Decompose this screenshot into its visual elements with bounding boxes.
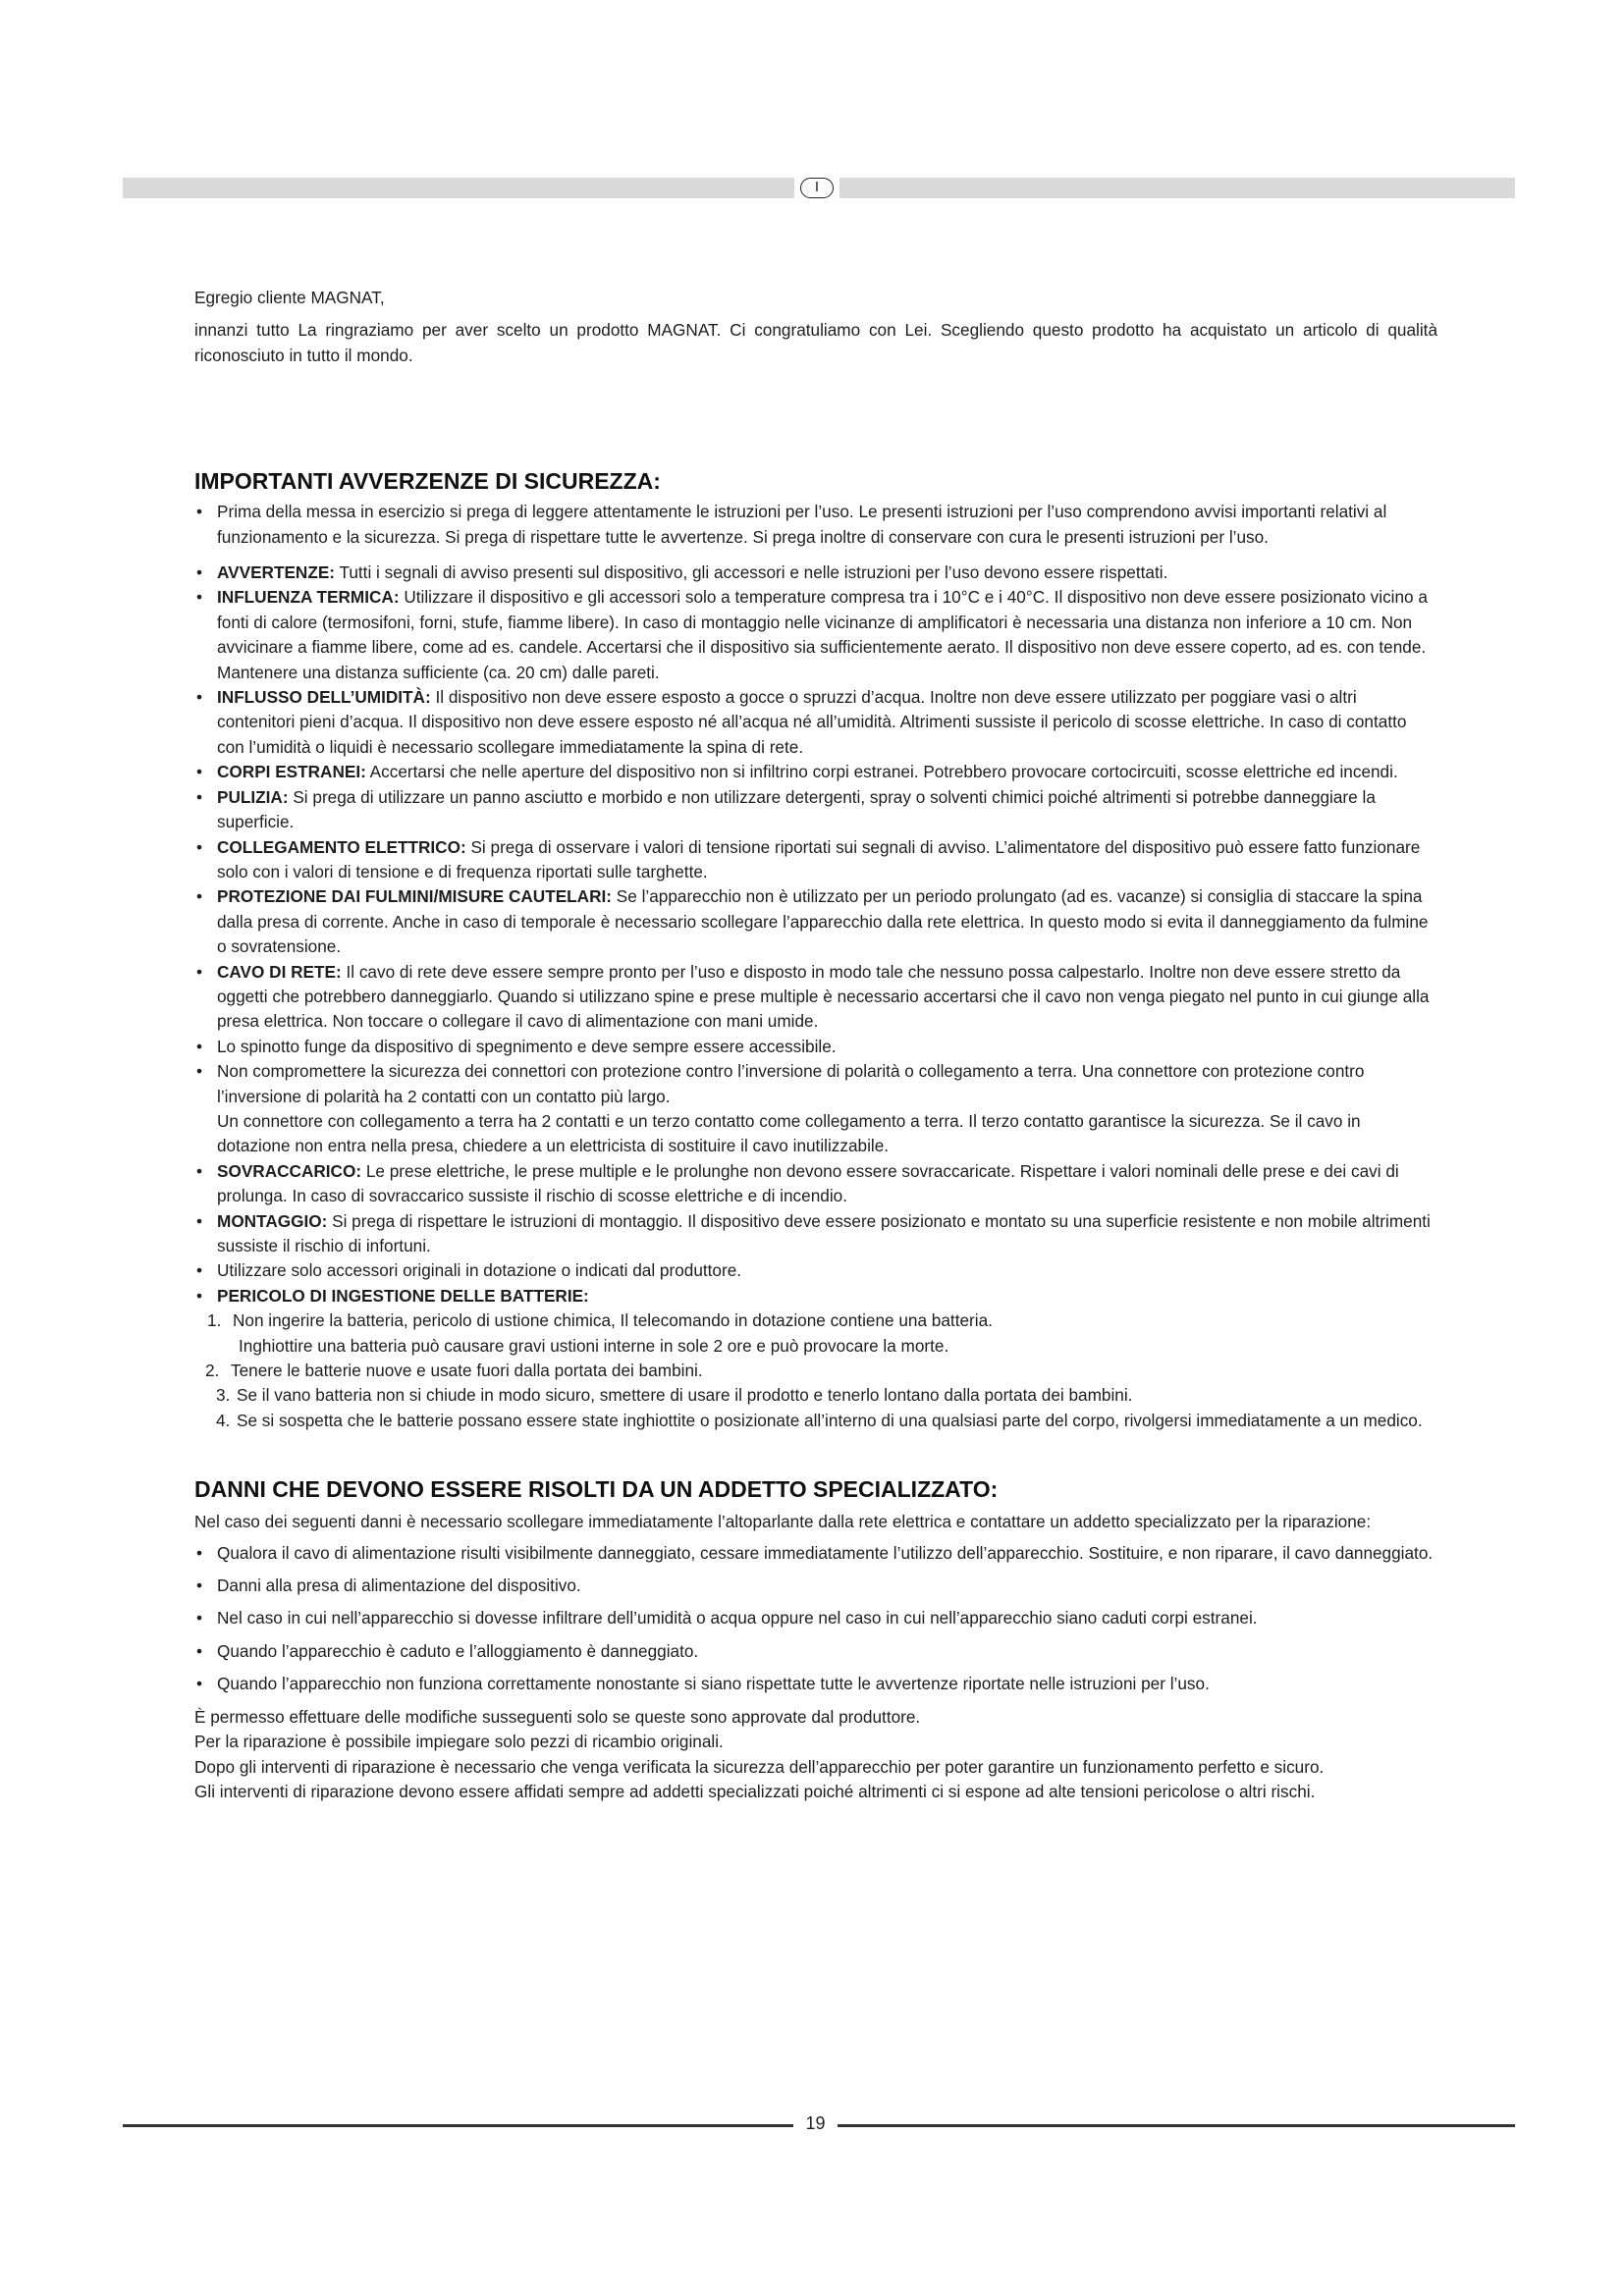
safety-item: • COLLEGAMENTO ELETTRICO: Si prega di osservare i valori di tensione riportati sui segnali di avviso. L’alimentatore del dispositivo può essere fatto funzionare solo con i valori di tensione e di frequenza riportati sulle targhette. (194, 835, 1437, 885)
safety-item: • Non compromettere la sicurezza dei connettori con protezione contro l’inversione di polarità o collegamento a terra. Una connettore con protezione contro l’inversione di polarità ha 2 contatti con un contatto più largo. Un connettore con collegamento a terra ha 2 contatti e un terzo contatto come collegamento a terra. Il terzo contatto garantisce la sicurezza. Se il cavo in dotazione non entra nella presa, chiedere a un elettricista di sostituire il cavo inutilizzabile. (194, 1059, 1437, 1159)
footer-rule-left (123, 2124, 793, 2127)
page-number: 19 (805, 2113, 826, 2133)
safety-item: • CORPI ESTRANEI: Accertarsi che nelle aperture del dispositivo non si infiltrino corpi estranei. Potrebbero provocare cortocircuiti, scosse elettriche ed incendi. (194, 760, 1437, 784)
language-badge-label: I (800, 178, 834, 198)
safety-item: • PULIZIA: Si prega di utilizzare un panno asciutto e morbido e non utilizzare detergenti, spray o solventi chimici poiché altrimenti si potrebbe danneggiare la superficie. (194, 785, 1437, 835)
safety-item: • Lo spinotto funge da dispositivo di spegnimento e deve sempre essere accessibile. (194, 1035, 1437, 1059)
safety-item: • PERICOLO DI INGESTIONE DELLE BATTERIE: (194, 1284, 1437, 1308)
greeting: Egregio cliente MAGNAT, (194, 288, 385, 307)
page-content (194, 286, 1437, 1804)
language-badge (794, 175, 839, 201)
safety-item: • INFLUSSO DELL’UMIDITÀ: Il dispositivo non deve essere esposto a gocce o spruzzi d’acqua. Inoltre non deve essere utilizzato per poggiare vasi o altri contenitori pieni d’acqua. Il dispositivo non deve essere esposto né all’acqua né all’umidità. Altrimenti sussiste il pericolo di scosse elettriche. In caso di contatto con l’umidità o liquidi è necessario scollegare immediatamente la spina di rete. (194, 685, 1437, 760)
damage-item: • Quando l’apparecchio non funziona correttamente nonostante si siano rispettate tutte le avvertenze riportate nelle istruzioni per l’uso. (194, 1672, 1437, 1696)
footer-rule-right (838, 2124, 1515, 2127)
safety-item: • SOVRACCARICO: Le prese elettriche, le prese multiple e le prolunghe non devono essere sovraccaricate. Rispettare i valori nominali delle prese e dei cavi di prolunga. In caso di sovraccarico sussiste il rischio di scosse elettriche e di incendio. (194, 1159, 1437, 1209)
safety-item: • Utilizzare solo accessori originali in dotazione o indicati dal produttore. (194, 1258, 1437, 1283)
damage-item: • Nel caso in cui nell’apparecchio si dovesse infiltrare dell’umidità o acqua oppure nel caso in cui nell’apparecchio siano caduti corpi estranei. (194, 1606, 1437, 1630)
safety-item: • Prima della messa in esercizio si prega di leggere attentamente le istruzioni per l’uso. Le presenti istruzioni per l’uso comprendono avvisi importanti relativi al funzionamento e la sicurezza. Si prega di rispettare tutte le avvertenze. Si prega inoltre di conservare con cura le presenti istruzioni per l’uso. (194, 500, 1437, 550)
outro-line: Gli interventi di riparazione devono essere affidati sempre ad addetti specializzati poiché altrimenti ci si espone ad alte tensioni pericolose o altri rischi. (194, 1781, 1316, 1801)
damage-list (194, 1541, 1437, 1697)
safety-list (194, 500, 1437, 1308)
battery-step: 4. Se si sospetta che le batterie possano essere state inghiottite o posizionate all’interno di una qualsiasi parte del corpo, rivolgersi immediatamente a un medico. (216, 1410, 1423, 1430)
damage-item: • Quando l’apparecchio è caduto e l’alloggiamento è danneggiato. (194, 1639, 1437, 1664)
battery-steps (194, 1308, 1437, 1433)
safety-item: • PROTEZIONE DAI FULMINI/MISURE CAUTELARI: Se l’apparecchio non è utilizzato per un periodo prolungato (ad es. vacanze) si consiglia di staccare la spina dalla presa di corrente. Anche in caso di temporale è necessario scollegare l’apparecchio dalla rete elettrica. In questo modo si evita il danneggiamento da fulmine o sovratensione. (194, 884, 1437, 959)
damage-outro (194, 1705, 1437, 1805)
battery-step: 3. Se il vano batteria non si chiude in modo sicuro, smettere di usare il prodotto e tenerlo lontano dalla portata dei bambini. (216, 1385, 1133, 1406)
damage-item: • Danni alla presa di alimentazione del dispositivo. (194, 1574, 1437, 1598)
safety-item: • CAVO DI RETE: Il cavo di rete deve essere sempre pronto per l’uso e disposto in modo tale che nessuno possa calpestarlo. Inoltre non deve essere stretto da oggetti che potrebbero danneggiarlo. Quando si utilizzano spine e prese multiple è necessario accertarsi che il cavo non venga piegato nel punto in cui giunge alla presa elettrica. Non toccare o collegare il cavo di alimentazione con mani umide. (194, 960, 1437, 1035)
safety-item: • INFLUENZA TERMICA: Utilizzare il dispositivo e gli accessori solo a temperature compresa tra i 10°C e i 40°C. Il dispositivo non deve essere posizionato vicino a fonti di calore (termosifoni, forni, stufe, fiamme libere). In caso di montaggio nelle vicinanze di amplificatori è necessaria una distanza non inferiore a 10 cm. Non avvicinare a fiamme libere, come ad es. candele. Accertarsi che il dispositivo sia sufficientemente aerato. Il dispositivo non deve essere coperto, ad es. con tende. Mantenere una distanza sufficiente (ca. 20 cm) dalle pareti. (194, 585, 1437, 685)
battery-step: 1. Non ingerire la batteria, pericolo di ustione chimica, Il telecomando in dotazione contiene una batteria. Inghiottire una batteria può causare gravi ustioni interne in sole 2 ore e può provocare la morte. (207, 1310, 993, 1356)
outro-line: Per la riparazione è possibile impiegare solo pezzi di ricambio originali. (194, 1732, 724, 1752)
safety-item: • AVVERTENZE: Tutti i segnali di avviso presenti sul dispositivo, gli accessori e nelle istruzioni per l’uso devono essere rispettati. (194, 561, 1437, 585)
damage-heading: DANNI CHE DEVONO ESSERE RISOLTI DA UN ADDETTO SPECIALIZZATO: (194, 1476, 999, 1503)
safety-item: • MONTAGGIO: Si prega di rispettare le istruzioni di montaggio. Il dispositivo deve essere posizionato e montato su una superficie resistente e non mobile altrimenti sussiste il rischio di infortuni. (194, 1209, 1437, 1259)
battery-step: 2. Tenere le batterie nuove e usate fuori dalla portata dei bambini. (205, 1361, 703, 1381)
outro-line: Dopo gli interventi di riparazione è necessario che venga verificata la sicurezza dell’apparecchio per poter garantire un funzionamento perfetto e sicuro. (194, 1756, 1325, 1777)
damage-item: • Qualora il cavo di alimentazione risulti visibilmente danneggiato, cessare immediatamente l’utilizzo dell’apparecchio. Sostituire, e non riparare, il cavo danneggiato. (194, 1541, 1437, 1566)
damage-intro: Nel caso dei seguenti danni è necessario scollegare immediatamente l’altoparlante dalla rete elettrica e contattare un addetto specializzato per la riparazione: (194, 1512, 1372, 1532)
intro-paragraph: innanzi tutto La ringraziamo per aver scelto un prodotto MAGNAT. Ci congratuliamo con Lei. Scegliendo questo prodotto ha acquistato un articolo di qualità riconosciuto in tutto il mondo. (194, 320, 1437, 365)
safety-heading: IMPORTANTI AVVERZENZE DI SICUREZZA: (194, 468, 661, 495)
outro-line: È permesso effettuare delle modifiche susseguenti solo se queste sono approvate dal produttore. (194, 1706, 921, 1727)
